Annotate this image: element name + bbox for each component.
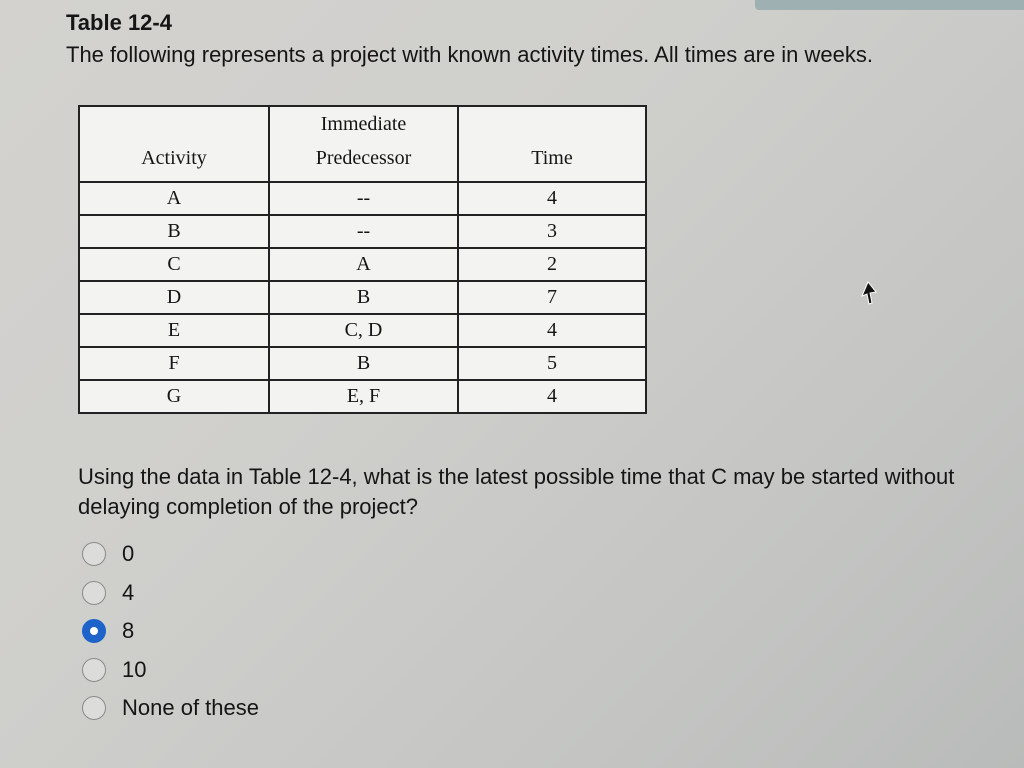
header-time: Time xyxy=(458,106,646,182)
cell-predecessor: -- xyxy=(269,182,458,215)
option-label: 0 xyxy=(122,541,135,567)
table-row xyxy=(79,248,646,281)
radio-button[interactable] xyxy=(82,696,106,720)
cell-time: 7 xyxy=(458,281,646,314)
cell-predecessor: E, F xyxy=(269,380,458,413)
table-description: The following represents a project with known activity times. All times are in weeks. xyxy=(66,42,873,67)
cell-time: 3 xyxy=(458,215,646,248)
cell-time: 5 xyxy=(458,347,646,380)
table-row xyxy=(79,182,646,215)
cell-predecessor: B xyxy=(269,347,458,380)
option-label: None of these xyxy=(122,695,259,721)
cell-time: 2 xyxy=(458,248,646,281)
radio-button[interactable] xyxy=(82,619,106,643)
answer-option[interactable] xyxy=(82,689,259,728)
table-title: Table 12-4 xyxy=(66,10,172,35)
mouse-cursor-icon xyxy=(860,280,880,306)
answer-option[interactable] xyxy=(82,574,259,613)
radio-button[interactable] xyxy=(82,581,106,605)
option-label: 4 xyxy=(122,579,135,605)
cell-predecessor: B xyxy=(269,281,458,314)
table-row xyxy=(79,314,646,347)
cell-time: 4 xyxy=(458,314,646,347)
cell-activity: F xyxy=(79,347,269,380)
answer-option[interactable] xyxy=(82,612,259,651)
radio-button[interactable] xyxy=(82,542,106,566)
cell-predecessor: -- xyxy=(269,215,458,248)
cell-time: 4 xyxy=(458,182,646,215)
cell-activity: E xyxy=(79,314,269,347)
cell-activity: G xyxy=(79,380,269,413)
cell-time: 4 xyxy=(458,380,646,413)
answer-options xyxy=(82,535,259,728)
option-label: 8 xyxy=(122,618,135,644)
cell-predecessor: C, D xyxy=(269,314,458,347)
table-row xyxy=(79,281,646,314)
window-edge xyxy=(755,0,1024,10)
table-row xyxy=(79,347,646,380)
header-predecessor xyxy=(269,106,458,182)
answer-option[interactable] xyxy=(82,535,259,574)
cell-activity: C xyxy=(79,248,269,281)
radio-button[interactable] xyxy=(82,658,106,682)
cell-activity: A xyxy=(79,182,269,215)
answer-option[interactable] xyxy=(82,651,259,690)
activity-table xyxy=(78,105,647,414)
cell-activity: D xyxy=(79,281,269,314)
question-text: Using the data in Table 12-4, what is the latest possible time that C may be started without delaying completion of the project? xyxy=(78,464,955,519)
cell-predecessor: A xyxy=(269,248,458,281)
header-predecessor-label: Immediate Predecessor xyxy=(315,113,412,169)
cell-activity: B xyxy=(79,215,269,248)
header-activity: Activity xyxy=(79,106,269,182)
table-row xyxy=(79,380,646,413)
option-label: 10 xyxy=(122,656,147,682)
table-row xyxy=(79,215,646,248)
